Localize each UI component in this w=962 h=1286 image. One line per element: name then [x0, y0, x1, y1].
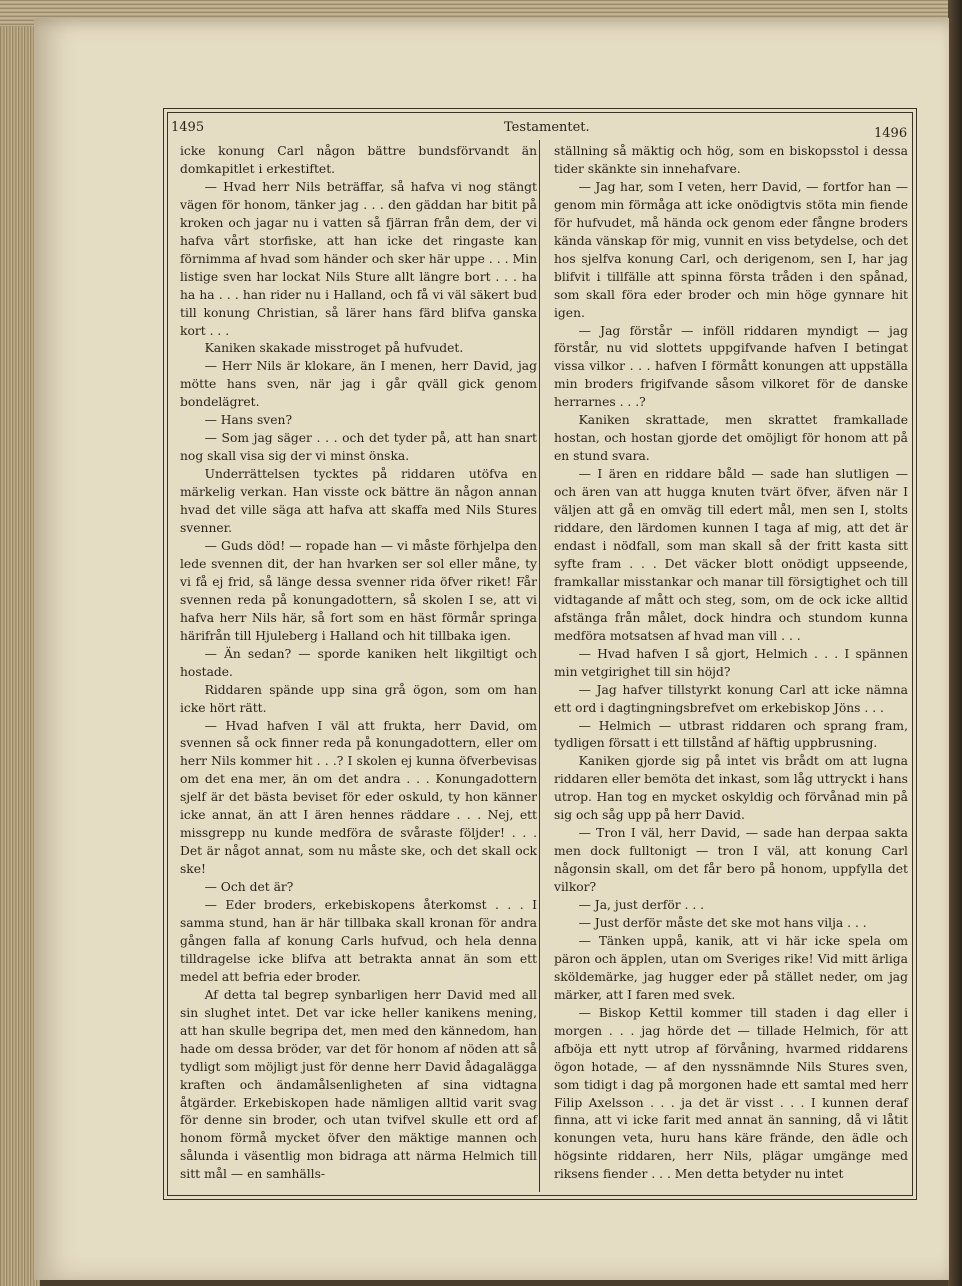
paragraph: — Jag hafver tillstyrkt konung Carl att icke nämna ett ord i dagtingningsbrefvet om erkebiskop Jöns . . .: [554, 682, 908, 715]
paragraph: icke konung Carl någon bättre bundsförvandt än domkapitlet i erkestiftet.: [180, 144, 537, 176]
paragraph: Kaniken gjorde sig på intet vis brådt om att lugna riddaren eller bemöta det inkast, som låg uttryckt i hans utrop. Han tog en mycket oskyldig och förvånad min på sig och såg upp på herr David.: [554, 754, 908, 823]
paragraph: — Tron I väl, herr David, — sade han derpaa sakta men dock fulltonigt — tron I väl, att konung Carl någonsin skall, om det får bero på honom, uppfylla det vilkor?: [554, 826, 908, 895]
paragraph: — Ja, just derför . . .: [578, 898, 705, 913]
column-divider: [539, 140, 540, 1192]
paragraph: — Tänken uppå, kanik, att vi här icke spela om päron och äpplen, utan om Sveriges rike! Vid mitt ärliga sköldemärke, jag hugger eder på stället neder, om jag märker, att I faren med svek.: [554, 933, 908, 1002]
paragraph: — Helmich — utbrast riddaren och sprang fram, tydligen försatt i ett tillstånd af häftig uppbrusning.: [554, 718, 908, 751]
paragraph: — Jag har, som I veten, herr David, — fortfor han — genom min förmåga att icke onödigtvis stöta min fiende för hufvudet, må hända ock genom eder fångne broders kända vänskap för mig, vunnit en viss betydelse, och det hos sjelfva konung Carl, och derigenom, sen I, har jag blifvit i tillfälle att spinna första tråden i den spånad, som skall föra eder broder och min höge gynnare hit igen.: [554, 179, 908, 320]
paragraph: — Eder broders, erkebiskopens återkomst . . . I samma stund, han är här tillbaka skall kronan för andra gången falla af konung Carls hufvud, och hela denna tilldragelse icke blifva att betrakta annat än som ett medel att befria eder broder.: [180, 898, 537, 984]
book-right-shadow: [948, 0, 962, 1286]
right-page-number: 1496: [874, 126, 908, 141]
right-column: [554, 143, 908, 1184]
left-column: [180, 143, 537, 1184]
paragraph: — Som jag säger . . . och det tyder på, att han snart nog skall visa sig der vi minst önska.: [180, 431, 537, 464]
paragraph: — Just derför måste det ske mot hans vilja . . .: [578, 915, 867, 930]
paragraph: — Hvad herr Nils beträffar, så hafva vi nog stängt vägen för honom, tänker jag . . . den gäddan har bitit på kroken och jagar nu i vatten så fjärran från dem, der vi hafva vårt storfiske, att han icke det ringaste kan förnimma af hvad som händer och sker här uppe . . . Min listige sven har lockat Nils Sture allt längre bort . . . ha ha ha . . . han rider nu i Halland, och få vi väl säkert bud till konung Christian, så lärer hans färd blifva ganska kort . . .: [180, 179, 537, 338]
paragraph: ställning så mäktig och hög, som en biskopsstol i dessa tider skänkte sin innehafvare.: [554, 144, 908, 176]
paragraph: Underrättelsen tycktes på riddaren utöfva en märkelig verkan. Han visste ock bättre än någon annan hvad det ville säga att hafva att skaffa med Nils Stures svenner.: [180, 467, 537, 536]
paragraph: — Hvad hafven I väl att frukta, herr David, om svennen så ock finner reda på konungadottern, eller om herr Nils kommer hit . . .? I skolen ej kunna öfverbevisas om det ena mer, än om det andra . . . Konungadottern sjelf är det bästa beviset för eder oskuld, ty hon känner icke annat, än att I ären hennes räddare . . . Nej, ett missgrepp nu kunde medföra de svåraste följder! . . . Det är något annat, som nu måste ske, och det skall ock ske!: [180, 718, 537, 877]
paragraph: — Biskop Kettil kommer till staden i dag eller i morgen . . . jag hörde det — tillade Helmich, för att afböja ett nytt utrop af förvåning, hvarmed riddarens ögon hotade, — af den nyssnämnde Nils Stures sven, som tidigt i dag på morgonen hade ett samtal med herr Filip Axelsson . . . ja det är visst . . . I kunnen deraf finna, att vi icke farit med annat än sanning, då vi låtit konungen veta, huru hans käre frände, den ädle och högsinte riddaren, herr Nils, plägar umgänge med riksens fiender . . . Men detta betyder nu intet: [554, 1005, 908, 1182]
paragraph: — Och det är?: [204, 880, 294, 895]
paragraph: — I ären en riddare båld — sade han slutligen — och ären van att hugga knuten tvärt öfver, äfven när I väljen att gå en omväg till edert mål, men sen I, stolts riddare, den lärdomen kunnen I taga af mig, att det är endast i nödfall, som man skall så der fritt kasta sitt syfte fram . . . Det väcker blott onödigt uppseende, framkallar misstankar och manar till försigtighet och till vidtagande af mått och steg, som, om de ock icke alltid afstänga från målet, dock hindra och stundom kunna medföra motsatsen af hvad man vill . . .: [554, 467, 908, 643]
paragraph: Riddaren spände upp sina grå ögon, som om han icke hört rätt.: [180, 682, 537, 715]
running-title: Testamentet.: [504, 120, 590, 135]
paragraph: Af detta tal begrep synbarligen herr David med all sin slughet intet. Det var icke heller kanikens mening, att han skulle begripa det, men med den kännedom, han hade om dessa bröder, var det för honom af nöden att så tydligt som möjligt just för denne herr David ådagalägga kraften och ändamålsenligheten af sina vidtagna åtgärder. Erkebiskopen hade nämligen alltid varit svag för denne sin broder, och utan tvifvel skulle ett ord af honom förmå mycket öfver den mäktige mannen och sålunda i väsentlig mon bidraga att närma Helmich till sitt mål — en samhälls-: [180, 987, 537, 1182]
paragraph: — Herr Nils är klokare, än I menen, herr David, jag mötte hans sven, när jag i går qväll gick genom bondelägret.: [180, 359, 537, 410]
paragraph: — Guds död! — ropade han — vi måste förhjelpa den lede svennen dit, der han hvarken ser sol eller måne, ty vi få ej frid, så länge dessa svenner rida öfver riket! Får svennen reda på konungadottern, så skolen I se, att vi hafva herr Nils här, så fort som en häst förmår springa härifrån till Hjuleberg i Halland och hit tillbaka igen.: [180, 538, 537, 643]
paragraph: — Än sedan? — sporde kaniken helt likgiltigt och hostade.: [180, 646, 537, 679]
left-page-number: 1495: [171, 120, 205, 135]
paragraph: — Jag förstår — inföll riddaren myndigt — jag förstår, nu vid slottets uppgifvande hafven I betingat vissa vilkor . . . hafven I förmått konungen att uppställa min broders frigifvande såsom vilkoret för de danske herrarnes . . .?: [554, 323, 908, 410]
paragraph: Kaniken skakade misstroget på hufvudet.: [204, 341, 464, 356]
paragraph: Kaniken skrattade, men skrattet framkallade hostan, och hostan gjorde det omöjligt för honom att på en stund svara.: [554, 413, 908, 464]
paragraph: — Hans sven?: [204, 413, 293, 428]
paragraph: — Hvad hafven I så gjort, Helmich . . . I spännen min vetgirighet till sin höjd?: [554, 646, 908, 679]
